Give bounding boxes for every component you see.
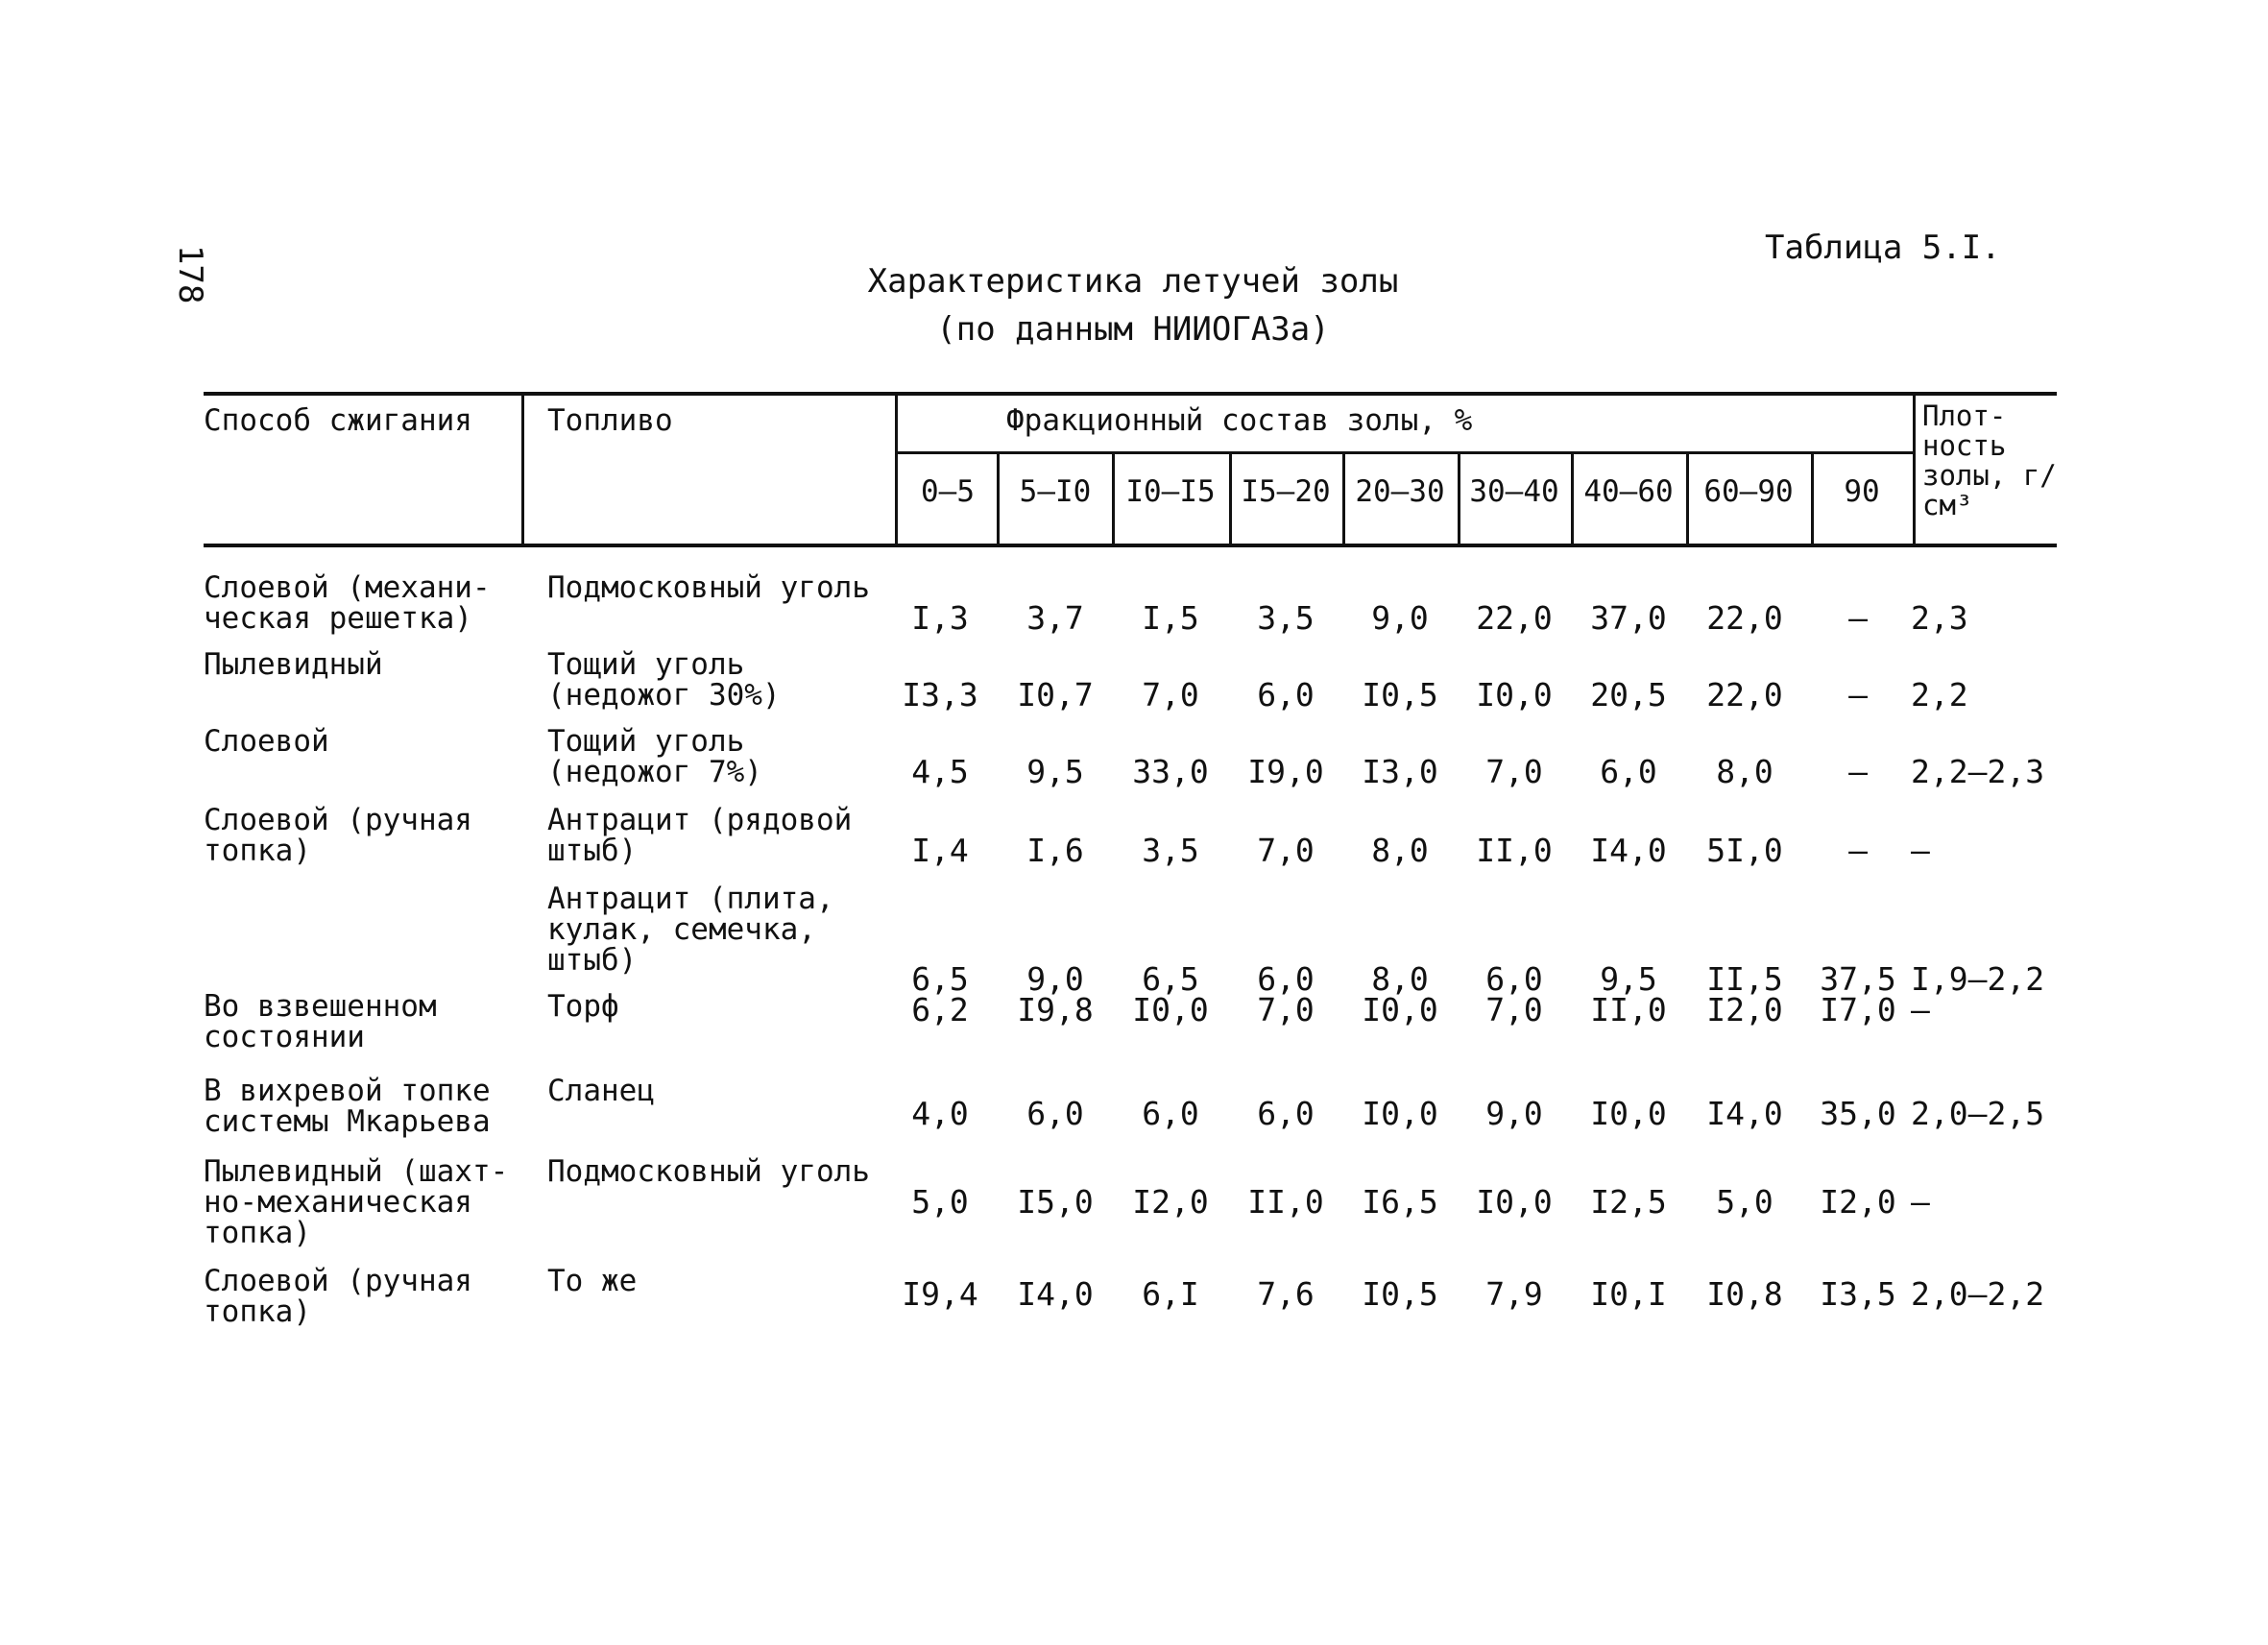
- fraction-value-cell: I9,8: [1017, 991, 1094, 1028]
- fraction-value-cell: 3,7: [1026, 599, 1084, 637]
- fuel-cell: Подмосковный уголь: [547, 570, 870, 605]
- fraction-value-cell: 3,5: [1257, 599, 1315, 637]
- density-cell: –: [1911, 991, 1930, 1028]
- density-cell: 2,0–2,2: [1911, 1275, 2045, 1313]
- density-cell: I,9–2,2: [1911, 960, 2045, 998]
- fraction-value-cell: I3,3: [902, 676, 978, 714]
- density-cell: 2,2–2,3: [1911, 753, 2045, 790]
- fraction-value-cell: 6,5: [1142, 960, 1199, 998]
- fraction-value-cell: I0,7: [1017, 676, 1094, 714]
- density-cell: –: [1911, 1183, 1930, 1221]
- fraction-value-cell: 22,0: [1476, 599, 1553, 637]
- fraction-value-cell: 37,0: [1590, 599, 1667, 637]
- fraction-value-cell: I0,I: [1590, 1275, 1667, 1313]
- fraction-20-30: 20–30: [1355, 474, 1445, 509]
- fraction-value-cell: 9,0: [1485, 1095, 1543, 1132]
- fraction-value-cell: I0,0: [1362, 1095, 1438, 1132]
- fraction-value-cell: I5,0: [1017, 1183, 1094, 1221]
- sep-method-fuel: [521, 392, 524, 545]
- fraction-value-cell: 6,0: [1257, 1095, 1315, 1132]
- method-cell: Пылевидный (шахт-но-механическая топка): [204, 1154, 509, 1250]
- fraction-value-cell: 22,0: [1706, 676, 1783, 714]
- fraction-value-cell: I0,0: [1362, 991, 1438, 1028]
- fraction-value-cell: I0,0: [1476, 676, 1553, 714]
- method-cell: Слоевой (ручная топка): [204, 1264, 472, 1329]
- fraction-value-cell: 6,0: [1026, 1095, 1084, 1132]
- table-title: [787, 257, 1479, 353]
- fraction-40-60: 40–60: [1583, 474, 1674, 509]
- fraction-value-cell: I2,5: [1590, 1183, 1667, 1221]
- fraction-value-cell: 3,5: [1142, 832, 1199, 869]
- header-density: Плот-ность золы, г/см³: [1922, 399, 2057, 521]
- sep-fuel-fraction: [895, 392, 898, 545]
- fraction-value-cell: 7,0: [1257, 991, 1315, 1028]
- fraction-value-cell: 8,0: [1371, 832, 1429, 869]
- fraction-value-cell: 5I,0: [1706, 832, 1783, 869]
- fuel-cell: Тощий уголь (недожог 7%): [547, 724, 762, 789]
- fraction-value-cell: 6,0: [1142, 1095, 1199, 1132]
- header-method: Способ сжигания: [204, 403, 472, 438]
- fraction-value-cell: 33,0: [1132, 753, 1209, 790]
- fraction-10-15: I0–I5: [1125, 474, 1216, 509]
- fraction-sub-rule: [898, 451, 1916, 454]
- table-label: Таблица 5.I.: [1765, 229, 2001, 267]
- fuel-cell: Антрацит (рядовой штыб): [547, 803, 853, 868]
- fraction-value-cell: I6,5: [1362, 1183, 1438, 1221]
- fraction-value-cell: I9,4: [902, 1275, 978, 1313]
- fraction-value-cell: 5,0: [1716, 1183, 1773, 1221]
- sep-f7: [1686, 453, 1689, 545]
- fraction-90: 90: [1844, 474, 1880, 509]
- fraction-value-cell: 8,0: [1371, 960, 1429, 998]
- fraction-value-cell: I,3: [911, 599, 969, 637]
- title-line-2: (по данным НИИОГАЗа): [936, 310, 1330, 349]
- fraction-value-cell: I9,0: [1247, 753, 1324, 790]
- fraction-value-cell: I,6: [1026, 832, 1084, 869]
- fraction-value-cell: 5,0: [911, 1183, 969, 1221]
- title-line-1: Характеристика летучей золы: [867, 262, 1399, 301]
- fraction-value-cell: I3,0: [1362, 753, 1438, 790]
- fraction-value-cell: 9,5: [1026, 753, 1084, 790]
- fraction-value-cell: 7,0: [1257, 832, 1315, 869]
- fraction-value-cell: I7,0: [1820, 991, 1896, 1028]
- fraction-value-cell: –: [1848, 832, 1868, 869]
- fraction-value-cell: 20,5: [1590, 676, 1667, 714]
- fraction-value-cell: 8,0: [1716, 753, 1773, 790]
- method-cell: В вихревой топке системы Мкарьева: [204, 1074, 491, 1139]
- fraction-value-cell: 7,0: [1485, 991, 1543, 1028]
- fraction-60-90: 60–90: [1703, 474, 1794, 509]
- fraction-5-10: 5–I0: [1019, 474, 1092, 509]
- fraction-30-40: 30–40: [1469, 474, 1559, 509]
- fraction-value-cell: I4,0: [1017, 1275, 1094, 1313]
- density-cell: 2,0–2,5: [1911, 1095, 2045, 1132]
- density-cell: 2,3: [1911, 599, 1968, 637]
- fraction-value-cell: 7,9: [1485, 1275, 1543, 1313]
- fraction-value-cell: I3,5: [1820, 1275, 1896, 1313]
- fuel-cell: Сланец: [547, 1074, 655, 1108]
- density-cell: –: [1911, 832, 1930, 869]
- sep-fraction-density: [1913, 392, 1916, 545]
- fraction-value-cell: 7,0: [1142, 676, 1199, 714]
- fraction-15-20: I5–20: [1241, 474, 1331, 509]
- fraction-value-cell: I2,0: [1706, 991, 1783, 1028]
- fraction-value-cell: 35,0: [1820, 1095, 1896, 1132]
- fraction-value-cell: 6,0: [1485, 960, 1543, 998]
- fraction-value-cell: I4,0: [1590, 832, 1667, 869]
- method-cell: Во взвешенном состоянии: [204, 989, 437, 1054]
- fraction-value-cell: 9,0: [1026, 960, 1084, 998]
- fraction-value-cell: 6,0: [1257, 676, 1315, 714]
- fraction-value-cell: –: [1848, 676, 1868, 714]
- fuel-cell: Торф: [547, 989, 619, 1024]
- fraction-value-cell: 9,5: [1600, 960, 1657, 998]
- fraction-value-cell: II,0: [1590, 991, 1667, 1028]
- fuel-cell: То же: [547, 1264, 638, 1298]
- fraction-value-cell: I0,5: [1362, 1275, 1438, 1313]
- header-top-rule: [204, 392, 2057, 396]
- fraction-value-cell: I,4: [911, 832, 969, 869]
- fraction-value-cell: 7,0: [1485, 753, 1543, 790]
- fraction-value-cell: I0,0: [1590, 1095, 1667, 1132]
- header-fuel: Топливо: [547, 403, 673, 438]
- fraction-value-cell: I2,0: [1132, 1183, 1209, 1221]
- fuel-cell: Антрацит (плита, кулак, семечка, штыб): [547, 882, 834, 978]
- fraction-value-cell: –: [1848, 753, 1868, 790]
- fraction-value-cell: 6,2: [911, 991, 969, 1028]
- fraction-value-cell: II,0: [1247, 1183, 1324, 1221]
- fraction-value-cell: 37,5: [1820, 960, 1896, 998]
- method-cell: Слоевой (механи-ческая решетка): [204, 570, 491, 636]
- fraction-value-cell: 6,I: [1142, 1275, 1199, 1313]
- fraction-value-cell: 22,0: [1706, 599, 1783, 637]
- fraction-value-cell: 6,5: [911, 960, 969, 998]
- header-bottom-rule: [204, 544, 2057, 547]
- fraction-value-cell: II,5: [1706, 960, 1783, 998]
- method-cell: Слоевой (ручная топка): [204, 803, 472, 868]
- fraction-value-cell: 4,0: [911, 1095, 969, 1132]
- fraction-value-cell: 6,0: [1257, 960, 1315, 998]
- fraction-value-cell: –: [1848, 599, 1868, 637]
- fraction-value-cell: I0,0: [1476, 1183, 1553, 1221]
- fraction-value-cell: I0,0: [1132, 991, 1209, 1028]
- method-cell: Слоевой: [204, 724, 329, 759]
- fraction-value-cell: 4,5: [911, 753, 969, 790]
- fraction-value-cell: I0,8: [1706, 1275, 1783, 1313]
- fraction-value-cell: I0,5: [1362, 676, 1438, 714]
- density-cell: 2,2: [1911, 676, 1968, 714]
- fraction-value-cell: II,0: [1476, 832, 1553, 869]
- fraction-0-5: 0–5: [921, 474, 975, 509]
- method-cell: Пылевидный: [204, 647, 383, 682]
- fraction-value-cell: I4,0: [1706, 1095, 1783, 1132]
- fraction-value-cell: 6,0: [1600, 753, 1657, 790]
- header-fraction: Фракционный состав золы, %: [1006, 403, 1473, 438]
- fuel-cell: Тощий уголь (недожог 30%): [547, 647, 781, 713]
- fraction-value-cell: I,5: [1142, 599, 1199, 637]
- fraction-value-cell: I2,0: [1820, 1183, 1896, 1221]
- fraction-value-cell: 9,0: [1371, 599, 1429, 637]
- page-number: 178: [171, 245, 209, 304]
- fuel-cell: Подмосковный уголь: [547, 1154, 870, 1189]
- fraction-value-cell: 7,6: [1257, 1275, 1315, 1313]
